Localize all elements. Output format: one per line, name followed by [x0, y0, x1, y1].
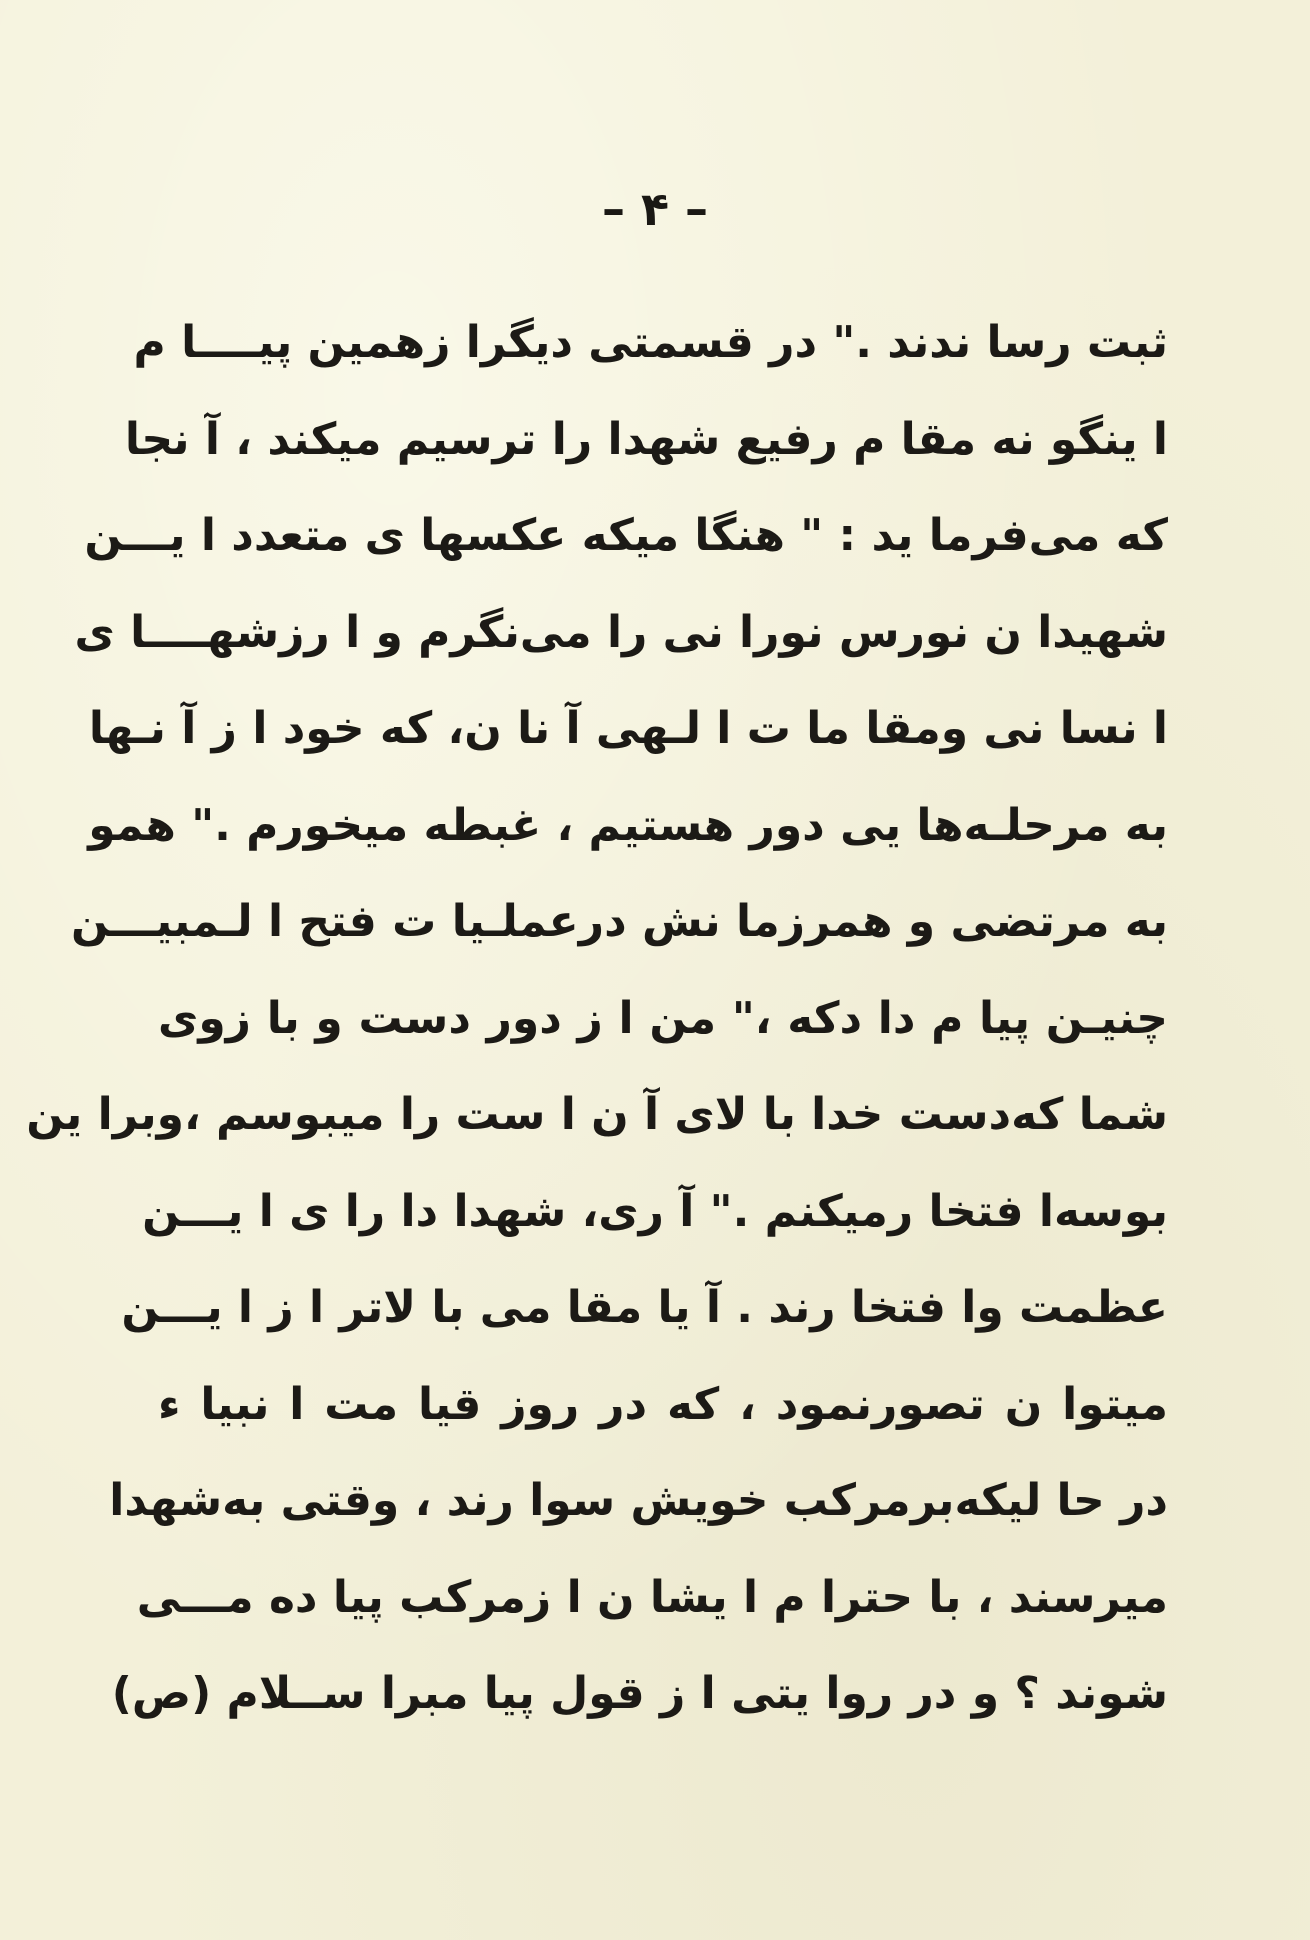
text-line: شما که‌دست خدا با لای آ ن ا ست را میبوسم ،وبرا ین: [26, 1089, 1168, 1140]
text-line: ا ینگو نه مقا م رفیع شهدا را ترسیم میکند ، آ نجا: [124, 413, 1168, 465]
text-line: عظمت وا فتخا رند . آ یا مقا می با لاتر ا ز ا یـــن: [121, 1282, 1168, 1333]
text-line: به مرتضی و همرزما نش درعملـیا ت فتح ا لـمبیـــن: [70, 896, 1168, 947]
text-line: ا نسا نی ومقا ما ت ا لـهی آ نا ن، که خود ا ز آ نـها: [88, 703, 1168, 754]
text-line: بوسه‌ا فتخا رمیکنم ." آ ری، شهدا دا را ی ا یـــن: [142, 1185, 1168, 1237]
page-number: – ۴ –: [601, 182, 709, 236]
text-line: چنیـن پیا م دا دکه ،" من ا ز دور دست و با زوی: [158, 992, 1168, 1044]
text-line: در حا لیکه‌برمرکب خویش سوا رند ، وقتی به‌شهدا: [109, 1475, 1168, 1526]
body-text: [26, 295, 1168, 1743]
text-line: میرسند ، با حترا م ا یشا ن ا زمرکب پیا ده مـــی: [136, 1571, 1168, 1623]
text-line: که می‌فرما ید : " هنگا میکه عکسها ی متعدد ا یـــن: [84, 510, 1168, 561]
text-line: ثبت رسا ندند ." در قسمتی دیگرا زهمین پیــــا م: [133, 317, 1168, 368]
text-line: میتوا ن تصورنمود ، که در روز قیا مت ا نبیا ء: [158, 1378, 1168, 1430]
text-line: به مرحلـه‌ها یی دور هستیم ، غبطه میخورم ." همو: [88, 799, 1168, 851]
text-line: شهیدا ن نورس نورا نی را می‌نگرم و ا رزشهــــا ی: [74, 606, 1168, 658]
text-line: شوند ؟ و در روا یتی ا ز قول پیا مبرا ســلام (ص): [111, 1668, 1168, 1719]
